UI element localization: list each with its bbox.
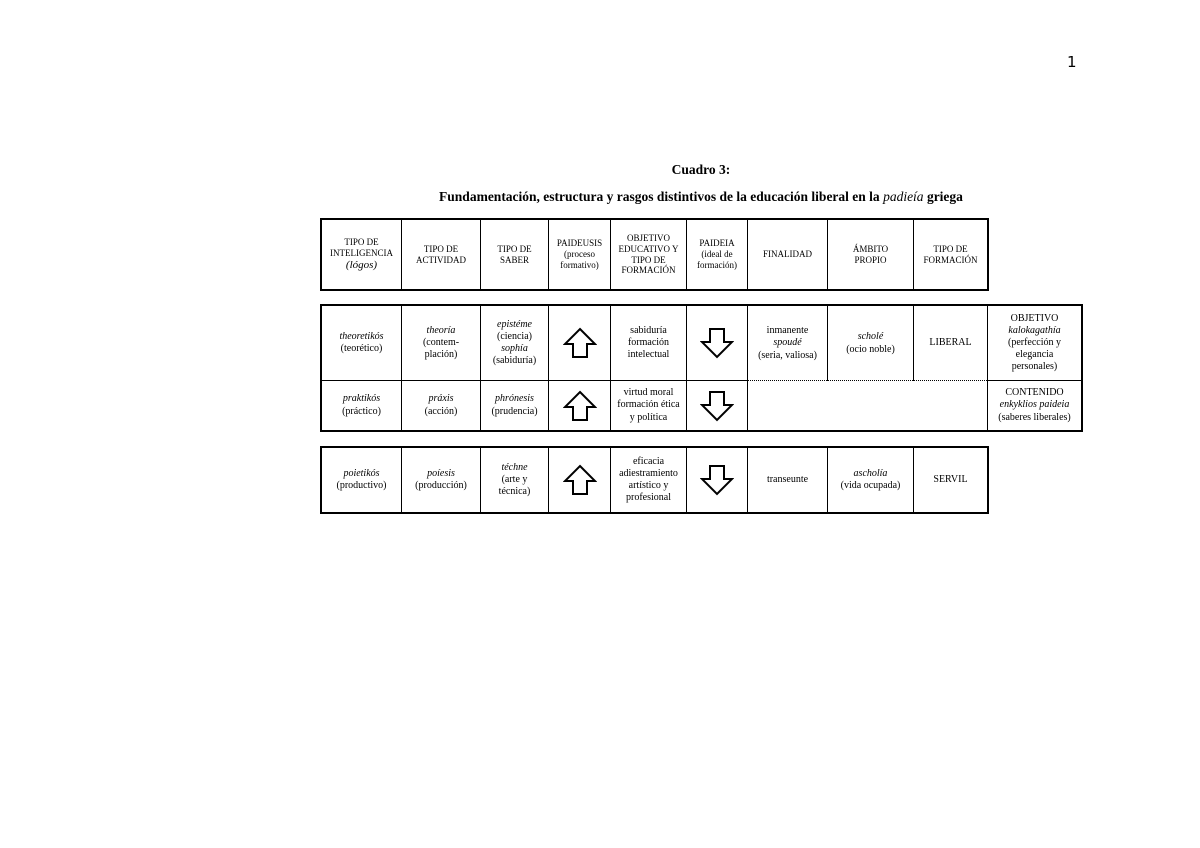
hollow-up-arrow-icon: [563, 326, 597, 360]
cell-contenido-enkyklios: CONTENIDO enkyklios paideia (saberes liberales): [987, 380, 1082, 431]
hollow-down-arrow-icon: [700, 326, 734, 360]
cell-objetivo-kalokagathia: OBJETIVO kalokagathía (perfección y elegancia personales): [987, 305, 1082, 381]
cell-finalidad-inmanente: inmanente spoudé (seria, valiosa): [747, 305, 828, 381]
cell-phronesis: phrónesis (prudencia): [480, 380, 549, 431]
hollow-up-arrow-icon: [563, 463, 597, 497]
cell-episteme-sophia: epistéme (ciencia) sophía (sabiduría): [480, 305, 549, 381]
hollow-up-arrow-icon: [563, 389, 597, 423]
cell-paideusis-theoretikos: [548, 305, 611, 381]
cell-formacion-liberal: LIBERAL: [913, 305, 988, 381]
header-tipo-saber: TIPO DE SABER: [480, 219, 549, 290]
dotted-separator: [748, 380, 987, 381]
cell-techne: téchne (arte y técnica): [480, 447, 549, 513]
header-paideusis: PAIDEUSIS (proceso formativo): [548, 219, 611, 290]
cell-objetivo-eficacia: eficacia adiestramiento artístico y profesional: [610, 447, 687, 513]
cell-praxis: práxis (acción): [401, 380, 481, 431]
cell-ambito-ascholia: ascholía (vida ocupada): [827, 447, 914, 513]
hollow-down-arrow-icon: [700, 463, 734, 497]
cell-paideia-poietikos: [686, 447, 748, 513]
cell-paideusis-praktikos: [548, 380, 611, 431]
header-finalidad: FINALIDAD: [747, 219, 828, 290]
cell-ambito-schole: scholé (ocio noble): [827, 305, 914, 381]
cell-formacion-servil: SERVIL: [913, 447, 988, 513]
cell-paideia-praktikos: [686, 380, 748, 431]
cell-objetivo-sabiduria: sabiduría formación intelectual: [610, 305, 687, 381]
hollow-down-arrow-icon: [700, 389, 734, 423]
table-subtitle: Fundamentación, estructura y rasgos distintivos de la educación liberal en la padieía griega: [439, 189, 963, 204]
cell-objetivo-virtud: virtud moral formación ética y política: [610, 380, 687, 431]
header-paideia: PAIDEIA (ideal de formación): [686, 219, 748, 290]
cell-poietikos: poietikós (productivo): [321, 447, 402, 513]
cell-praktikos: praktikós (práctico): [321, 380, 402, 431]
header-ambito: ÁMBITO PROPIO: [827, 219, 914, 290]
cell-theoria: theoría (contem- plación): [401, 305, 481, 381]
table-title: Cuadro 3:: [671, 162, 731, 177]
cell-paideusis-poietikos: [548, 447, 611, 513]
cell-finalidad-transeunte: transeunte: [747, 447, 828, 513]
header-tipo-inteligencia: TIPO DE INTELIGENCIA (lógos): [321, 219, 402, 290]
cell-poiesis: poíesis (producción): [401, 447, 481, 513]
cell-theoretikos: theoretikós (teorético): [321, 305, 402, 381]
header-tipo-formacion: TIPO DE FORMACIÓN: [913, 219, 988, 290]
page-number: 1: [1067, 53, 1077, 71]
cell-paideia-theoretikos: [686, 305, 748, 381]
header-tipo-actividad: TIPO DE ACTIVIDAD: [401, 219, 481, 290]
header-objetivo: OBJETIVO EDUCATIVO Y TIPO DE FORMACIÓN: [610, 219, 687, 290]
